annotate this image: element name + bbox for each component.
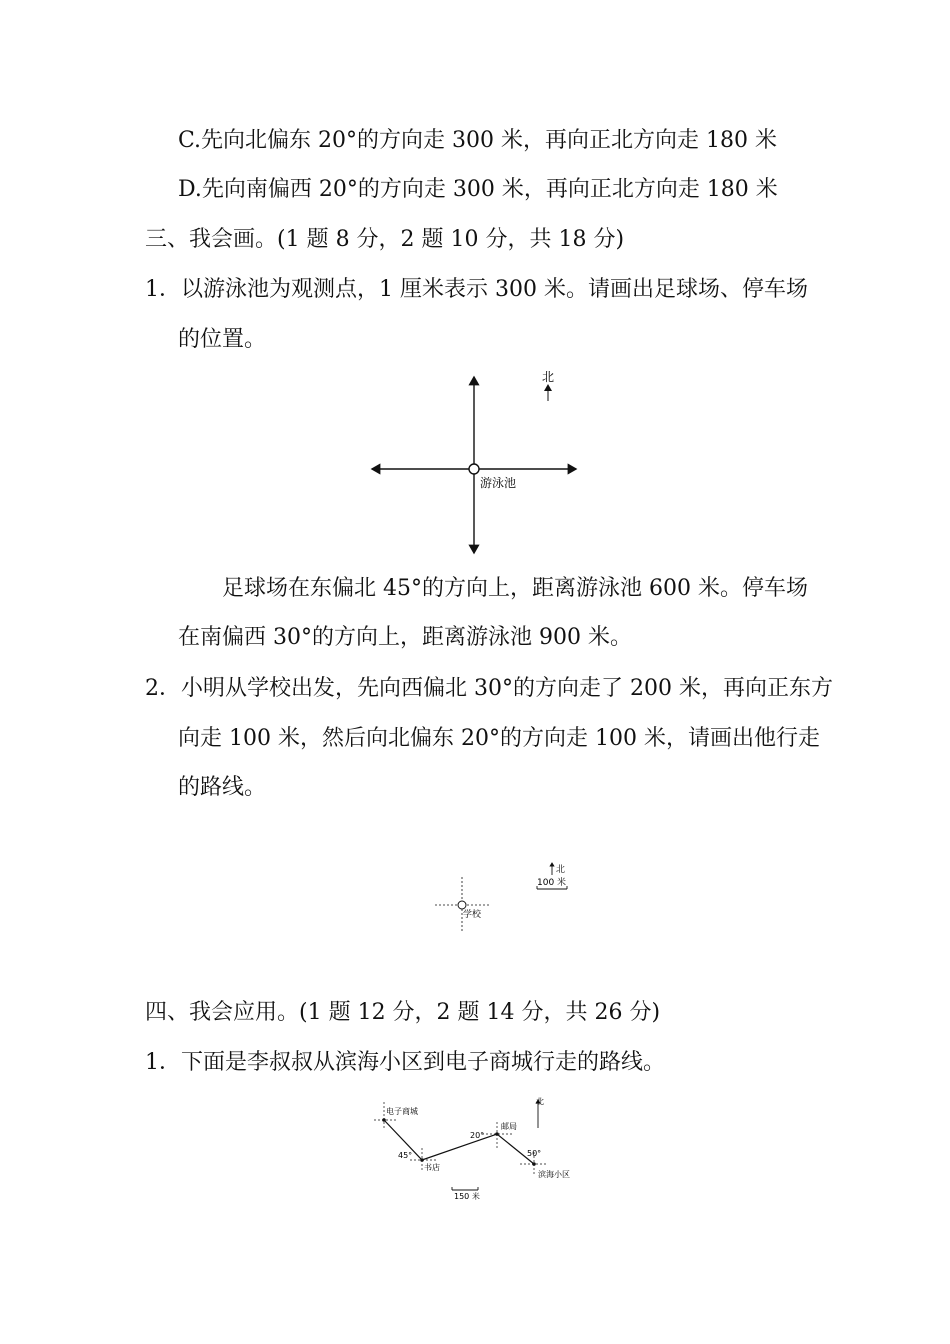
- school-point: [458, 901, 466, 909]
- angle-20: 20°: [470, 1131, 485, 1140]
- swimming-pool-figure: [360, 365, 600, 565]
- north-label: 北: [542, 370, 555, 384]
- pool-label: 游泳池: [480, 476, 517, 490]
- mall-label: 电子商城: [386, 1107, 418, 1116]
- scale-label: 150 米: [454, 1192, 480, 1201]
- observation-point: [469, 464, 479, 474]
- s3-q1-line3: 足球场在东偏北 45°的方向上，距离游泳池 600 米。停车场: [222, 576, 808, 601]
- north-label: 北: [556, 865, 566, 875]
- north-label: 北: [536, 1097, 544, 1106]
- route-map-figure: [370, 1090, 600, 1210]
- section3-heading: 三、我会画。(1 题 8 分，2 题 10 分，共 18 分): [145, 227, 625, 252]
- angle-45: 45°: [398, 1151, 413, 1160]
- bookstore-label: 书店: [424, 1163, 440, 1172]
- home-label: 滨海小区: [538, 1170, 570, 1179]
- option-c: C.先向北偏东 20°的方向走 300 米，再向正北方向走 180 米: [178, 128, 777, 153]
- s3-q2-line2: 向走 100 米，然后向北偏东 20°的方向走 100 米，请画出他行走: [178, 726, 820, 751]
- s3-q1-line2: 的位置。: [178, 327, 267, 352]
- school-label: 学校: [463, 910, 482, 920]
- post-office-label: 邮局: [501, 1122, 517, 1131]
- option-d: D.先向南偏西 20°的方向走 300 米，再向正北方向走 180 米: [178, 177, 778, 202]
- angle-50: 50°: [527, 1149, 542, 1158]
- s3-q2-line3: 的路线。: [178, 775, 267, 800]
- school-figure: [425, 855, 585, 935]
- s3-q1-line4: 在南偏西 30°的方向上，距离游泳池 900 米。: [178, 625, 632, 650]
- section4-heading: 四、我会应用。(1 题 12 分，2 题 14 分，共 26 分): [145, 1000, 661, 1025]
- s3-q2-line1: 2．小明从学校出发，先向西偏北 30°的方向走了 200 米，再向正东方: [145, 676, 833, 701]
- scale-label: 100 米: [537, 878, 567, 888]
- s3-q1-line1: 1．以游泳池为观测点，1 厘米表示 300 米。请画出足球场、停车场: [145, 277, 808, 302]
- s4-q1-line1: 1．下面是李叔叔从滨海小区到电子商城行走的路线。: [145, 1050, 665, 1075]
